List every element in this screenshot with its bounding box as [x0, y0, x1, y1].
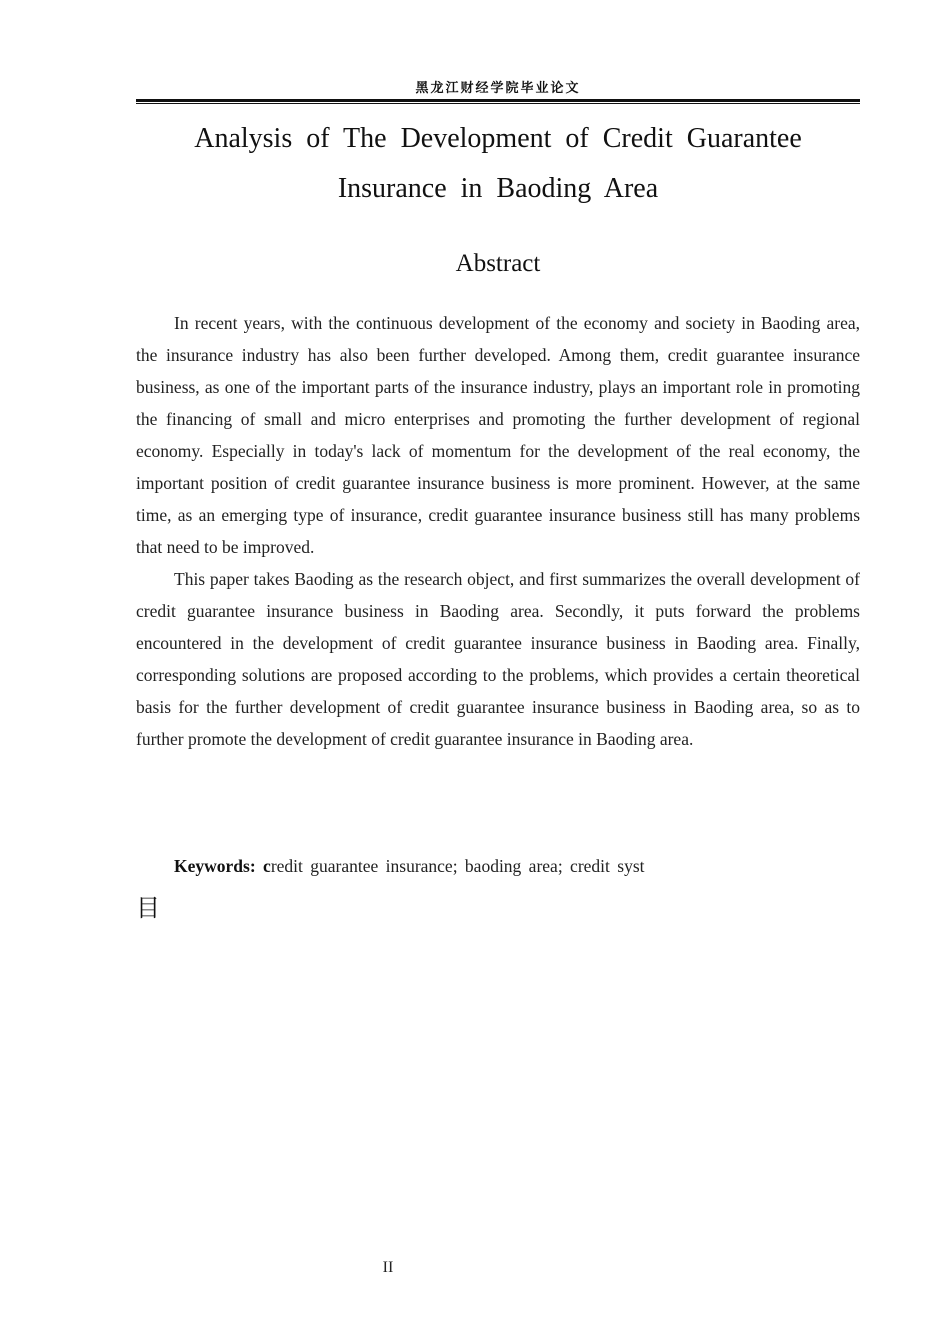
abstract-heading: Abstract: [455, 250, 541, 277]
paper-title-line-1: Analysis of The Development of Credit Guarantee: [194, 123, 802, 154]
keywords-first-letter: c: [263, 856, 271, 876]
running-header: 黑龙江财经学院毕业论文: [415, 81, 581, 96]
keywords-label: Keywords:: [174, 856, 256, 876]
page-number: II: [382, 1259, 394, 1276]
paper-title: [136, 114, 860, 214]
keywords-text: redit guarantee insurance; baoding area; credit syst: [270, 856, 645, 876]
table-of-contents-heading-fragment: 目: [136, 894, 160, 922]
abstract-paragraph-1: In recent years, with the continuous development of the economy and society in Baoding area, the insurance industry has also been further developed. Among them, credit guarantee insurance business, as one of the important parts of the insurance industry, plays an important role in promoting the financing of small and micro enterprises and promoting the further development of regional economy. Especially in today's lack of momentum for the development of the real economy, the important position of credit guarantee insurance business is more prominent. However, at the same time, as an emerging type of insurance, credit guarantee insurance business still has many problems that need to be improved.: [136, 313, 860, 557]
abstract-body: [136, 307, 860, 755]
header-double-rule: [136, 99, 860, 104]
abstract-paragraph-2: This paper takes Baoding as the research object, and first summarizes the overall development of credit guarantee insurance business in Baoding area. Secondly, it puts forward the problems encountered in the development of credit guarantee insurance business in Baoding area. Finally, corresponding solutions are proposed according to the problems, which provides a certain theoretical basis for the further development of credit guarantee insurance business in Baoding area, so as to further promote the development of credit guarantee insurance in Baoding area.: [136, 569, 860, 749]
keywords-line: [174, 850, 645, 882]
paper-title-line-2: Insurance in Baoding Area: [337, 173, 659, 204]
